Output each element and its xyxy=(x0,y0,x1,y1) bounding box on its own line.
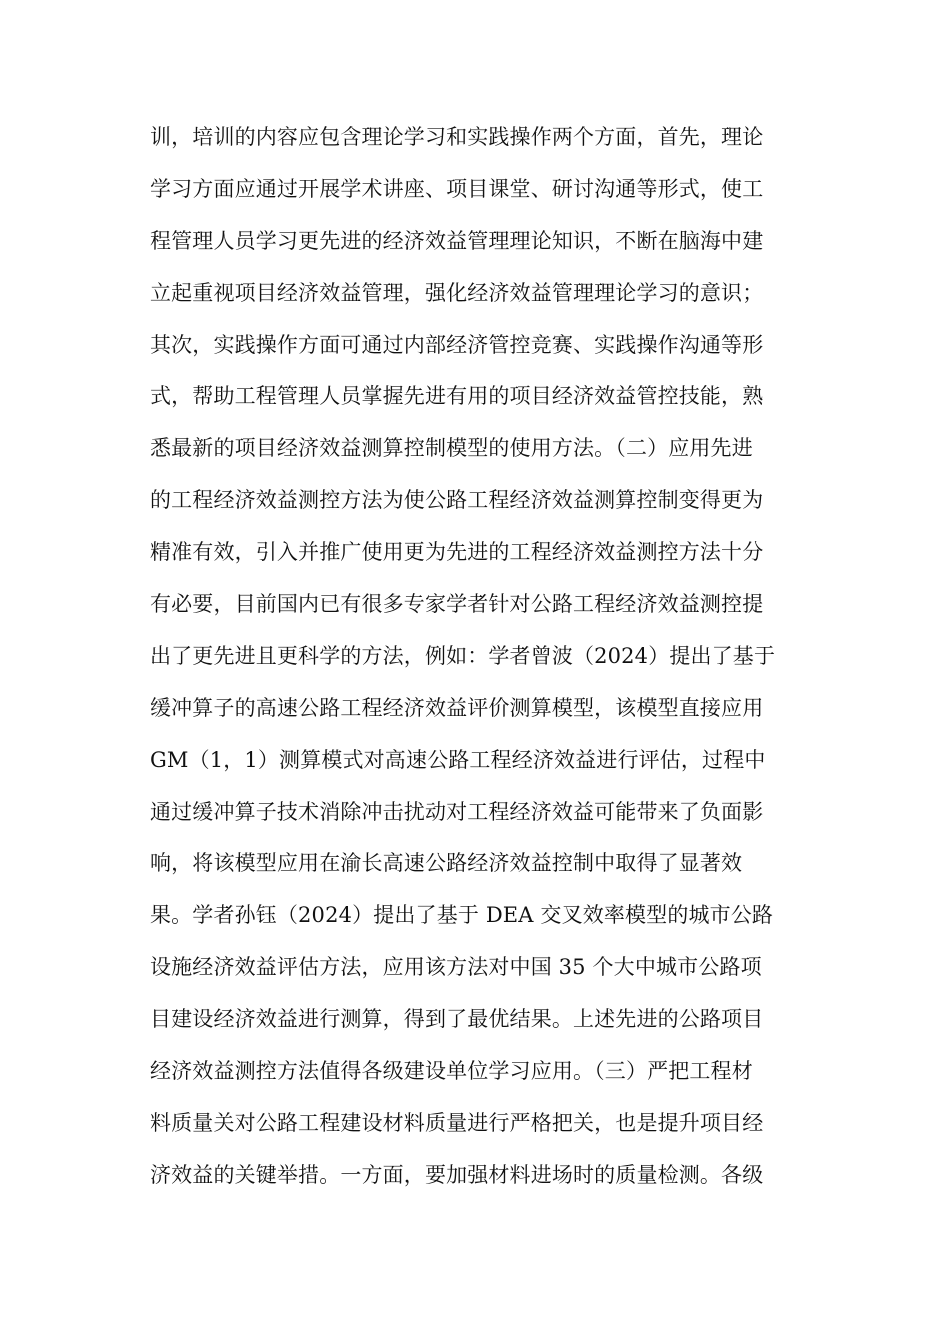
text-line: 果。学者孙钰（2024）提出了基于 DEA 交叉效率模型的城市公路 xyxy=(150,903,774,928)
body-paragraph xyxy=(150,115,810,1205)
text-line: 料质量关对公路工程建设材料质量进行严格把关，也是提升项目经 xyxy=(150,1110,764,1135)
text-line: 学习方面应通过开展学术讲座、项目课堂、研讨沟通等形式，使工 xyxy=(150,176,764,201)
text-line: 目建设经济效益进行测算，得到了最优结果。上述先进的公路项目 xyxy=(150,1007,764,1032)
text-line: 立起重视项目经济效益管理，强化经济效益管理理论学习的意识； xyxy=(150,280,764,305)
text-line: 有必要，目前国内已有很多专家学者针对公路工程经济效益测控提 xyxy=(150,592,764,617)
text-line: 其次，实践操作方面可通过内部经济管控竞赛、实践操作沟通等形 xyxy=(150,332,764,357)
text-line: 设施经济效益评估方法，应用该方法对中国 35 个大中城市公路项 xyxy=(150,955,762,980)
text-line: 出了更先进且更科学的方法，例如：学者曾波（2024）提出了基于 xyxy=(150,643,776,668)
text-line: 通过缓冲算子技术消除冲击扰动对工程经济效益可能带来了负面影 xyxy=(150,799,764,824)
text-line: 的工程经济效益测控方法为使公路工程经济效益测算控制变得更为 xyxy=(150,488,764,513)
text-line: 程管理人员学习更先进的经济效益管理理论知识，不断在脑海中建 xyxy=(150,228,764,253)
text-line: 济效益的关键举措。一方面，要加强材料进场时的质量检测。各级 xyxy=(150,1162,764,1187)
text-line: GM（1，1）测算模式对高速公路工程经济效益进行评估，过程中 xyxy=(150,747,766,772)
text-line: 精准有效，引入并推广使用更为先进的工程经济效益测控方法十分 xyxy=(150,540,764,565)
text-line: 缓冲算子的高速公路工程经济效益评价测算模型，该模型直接应用 xyxy=(150,695,764,720)
text-line: 悉最新的项目经济效益测算控制模型的使用方法。（二）应用先进 xyxy=(150,436,753,461)
text-line: 训，培训的内容应包含理论学习和实践操作两个方面，首先，理论 xyxy=(150,125,764,149)
text-line: 响，将该模型应用在渝长高速公路经济效益控制中取得了显著效 xyxy=(150,851,743,876)
text-line: 经济效益测控方法值得各级建设单位学习应用。（三）严把工程材 xyxy=(150,1059,753,1084)
text-line: 式，帮助工程管理人员掌握先进有用的项目经济效益管控技能，熟 xyxy=(150,384,764,409)
